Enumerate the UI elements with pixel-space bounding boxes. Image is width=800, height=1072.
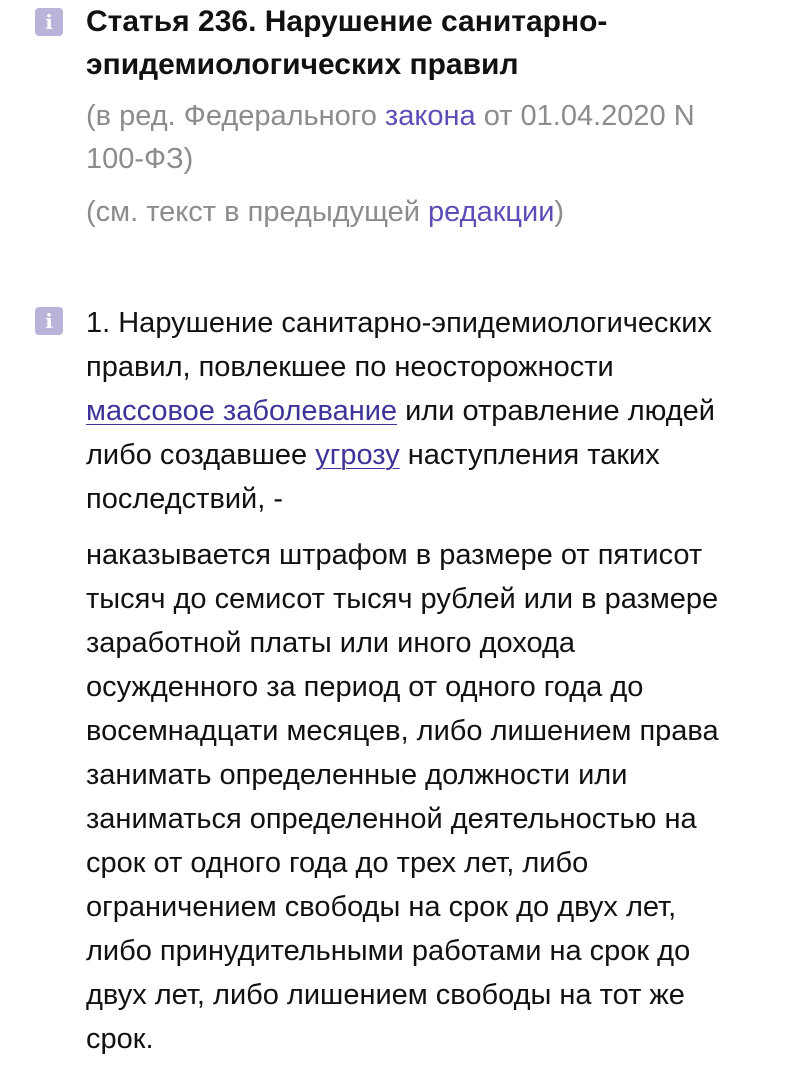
part-1-text [86,301,786,521]
penalty-line: тысяч до семисот тысяч рублей или в размере [86,583,719,615]
edition-note-before: (в ред. Федерального [86,100,385,132]
info-icon[interactable]: i [35,8,63,36]
part-1-line3-rest: или отравление людей [397,395,715,427]
part-1-line4-before: либо создавшее [86,439,316,471]
penalty-line: срок от одного года до трех лет, либо [86,847,589,879]
article-header [86,0,786,234]
penalty-line: восемнадцати месяцев, либо лишением права [86,715,719,747]
article-title-line2: эпидемиологических правил [86,48,519,81]
penalty-line: занимать определенные должности или [86,759,628,791]
part-1-line4-after: наступления таких [399,439,660,471]
previous-edition-link[interactable]: редакции [428,196,555,228]
part-1-line5: последствий, - [86,483,284,515]
edition-note [86,95,786,181]
previous-note-after: ) [554,196,565,228]
penalty-line: либо принудительными работами на срок до [86,935,691,967]
penalty-line: срок. [86,1023,154,1055]
penalty-line: заниматься определенной деятельностью на [86,803,697,835]
info-icon[interactable]: i [35,307,63,335]
part-1-line1: 1. Нарушение санитарно-эпидемиологических [86,307,712,339]
penalty-text [86,533,786,1061]
threat-link[interactable]: угрозу [315,439,400,471]
penalty-line: наказывается штрафом в размере от пятисот [86,539,703,571]
penalty-line: двух лет, либо лишением свободы на тот же [86,979,685,1011]
edition-note-after: от 01.04.2020 N [475,100,695,132]
previous-note-before: (см. текст в предыдущей [86,196,429,228]
mass-disease-link[interactable]: массовое заболевание [86,395,398,427]
article-title-line1: Статья 236. Нарушение санитарно- [86,5,608,38]
part-1 [86,301,786,1061]
edition-note-line2: 100-ФЗ) [86,143,194,175]
part-1-line2: правил, повлекшее по неосторожности [86,351,614,383]
penalty-line: заработной платы или иного дохода [86,627,576,659]
penalty-line: ограничением свободы на срок до двух лет, [86,891,677,923]
penalty-line: осужденного за период от одного года до [86,671,644,703]
previous-edition-note [86,191,786,234]
law-link[interactable]: закона [384,100,476,132]
article-title [86,0,786,86]
